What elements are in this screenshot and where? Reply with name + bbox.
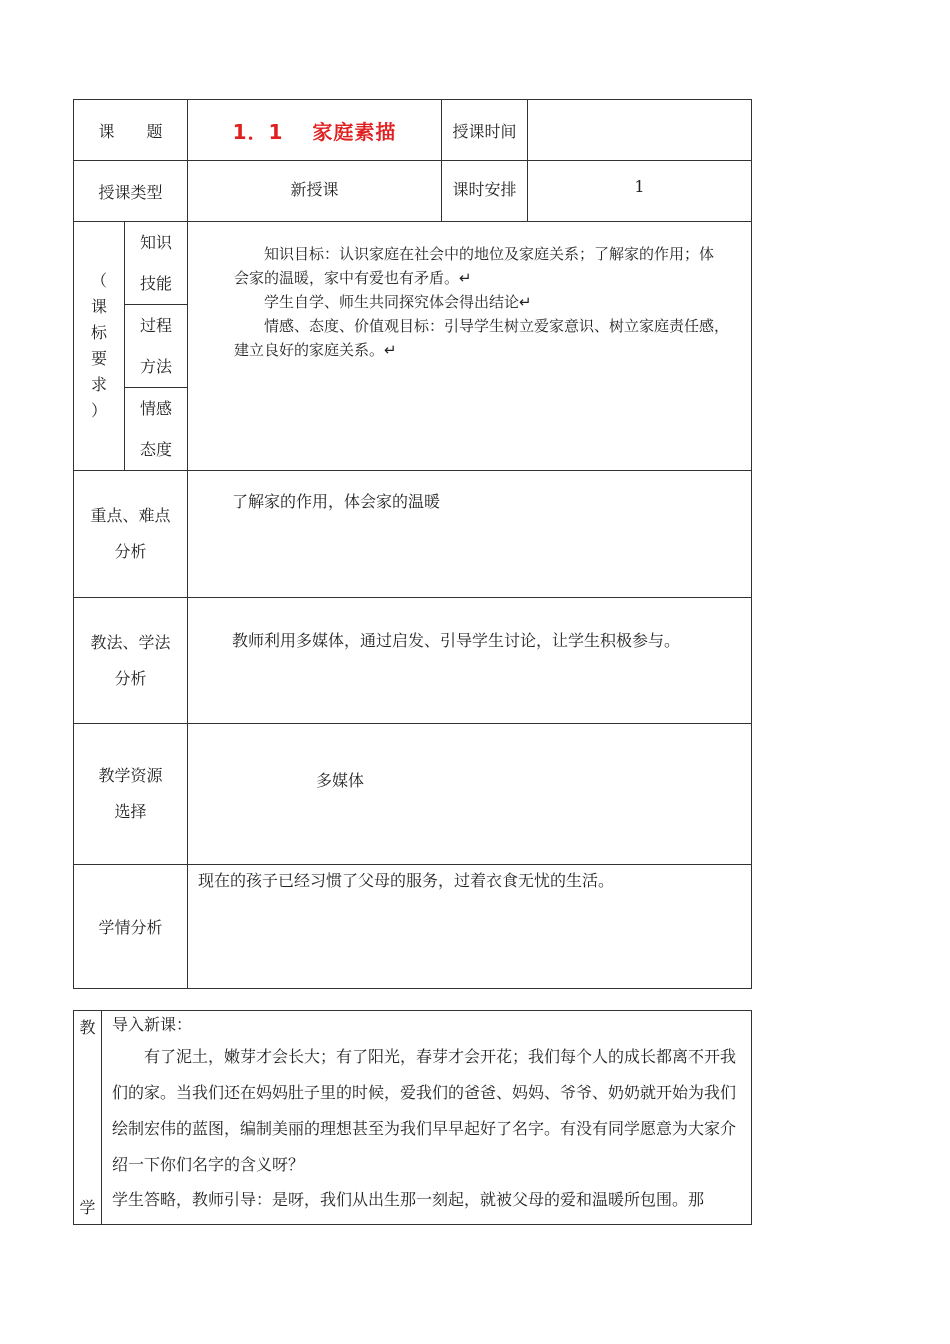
lesson-plan-table [73, 99, 752, 989]
side-label-top: 教 [79, 1018, 96, 1037]
teaching-time-label: 授课时间 [442, 100, 528, 161]
topic-title: 1．1 家庭素描 [232, 119, 397, 144]
objectives-text: 知识目标：认识家庭在社会中的地位及家庭关系；了解家的作用；体 会家的温暖，家中有爱也有矛盾。↵ 学生自学、师生共同探究体会得出结论↵ 情感、态度、价值观目标：引导学生树立爱家意识、树立家庭责任感， 建立良好的家庭关系。↵ [234, 245, 730, 359]
objectives-cell [188, 222, 752, 471]
student-analysis-label: 学情分析 [74, 865, 188, 989]
key-points-value: 了解家的作用，体会家的温暖 [188, 471, 752, 598]
process-method-label: 过程 方法 [125, 305, 188, 388]
lesson-type-label: 授课类型 [74, 161, 188, 222]
teaching-process-table [73, 1010, 752, 1225]
teaching-resource-label: 教学资源 选择 [74, 724, 188, 865]
knowledge-skill-label: 知识 技能 [125, 222, 188, 305]
topic-label: 课 题 [74, 100, 188, 161]
class-hours-label: 课时安排 [442, 161, 528, 222]
side-label-bottom: 学 [79, 1198, 96, 1217]
teaching-process-text [102, 1011, 751, 1217]
teaching-time-value [528, 100, 752, 161]
student-answer-paragraph: 学生答略，教师引导：是呀，我们从出生那一刻起，就被父母的爱和温暖所包围。那 [112, 1190, 705, 1209]
teaching-method-label: 教法、学法 分析 [74, 598, 188, 724]
curriculum-standard-label: （ 课 标 要 求 ） [74, 222, 125, 471]
teaching-method-value: 教师利用多媒体，通过启发、引导学生讨论，让学生积极参与。 [188, 598, 752, 724]
intro-paragraph: 有了泥土，嫩芽才会长大；有了阳光，春芽才会开花；我们每个人的成长都离不开我们的家。当我们还在妈妈肚子里的时候，爱我们的爸爸、妈妈、爷爷、奶奶就开始为我们绘制宏伟的蓝图，编制美丽的理想甚至为我们早早起好了名字。有没有同学愿意为大家介绍一下你们名字的含义呀？ [112, 1047, 737, 1174]
teaching-resource-value: 多媒体 [188, 724, 752, 865]
lesson-type-value: 新授课 [188, 161, 442, 222]
key-points-label: 重点、难点 分析 [74, 471, 188, 598]
student-analysis-value: 现在的孩子已经习惯了父母的服务，过着衣食无忧的生活。 [188, 865, 752, 989]
emotion-attitude-label: 情感 态度 [125, 388, 188, 471]
class-hours-value: 1 [528, 161, 752, 222]
teaching-process-content [102, 1011, 752, 1225]
intro-heading: 导入新课： [112, 1015, 193, 1034]
topic-title-cell [188, 100, 442, 161]
teaching-process-side-label [74, 1011, 102, 1225]
